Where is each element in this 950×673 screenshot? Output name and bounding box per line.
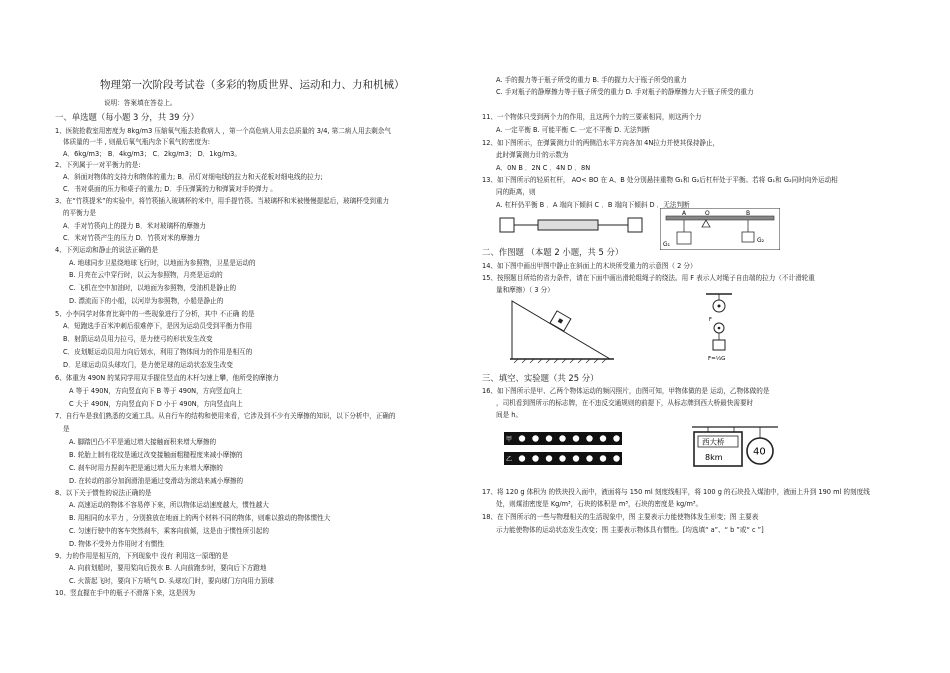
block-on-incline [550,311,571,331]
strobe-dot [573,455,579,461]
question-line: C. 刹车时用力捏刹车把是通过增大压力来增大摩擦的 [69,464,223,472]
strobe-photo-figure [504,430,622,468]
question-line: 17、将 120 g 体积为 的铁块投入面中，液面将与 150 ml 刻度线相平，将 100 g 的石块投入煤油中，液面上升到 190 ml 的刻度线 [482,488,870,496]
strobe-dot [519,435,525,441]
section-heading: 二、作图题 （本题 2 小题，共 5 分） [482,247,624,257]
strobe-label-jia: 甲 [506,436,513,443]
question-line: D. 物体不受外力作用时才有惯性 [69,540,164,548]
question-line: C. 匀速行驶中的客车突然刹车，乘客向前倾，这是由于惯性所引起的 [69,527,270,535]
weight-right [628,218,642,232]
question-line: B. 月亮在云中穿行时，以云为参照物，月亮是运动的 [69,271,223,279]
strobe-dot [546,435,552,441]
question-line: B. 用相同的水平力 ，分别推放在地面上的两个材料不同的物体，则难以推动的物体惯性大 [69,514,331,522]
question-line: 6、体重为 490N 的某同学用双手握住竖直的木杆匀速上攀，他所受的摩擦力 [55,374,279,382]
strobe-dot [586,435,592,441]
question-line: A．6kg/m3； B．4kg/m3； C．2kg/m3； D．1kg/m3。 [63,150,241,158]
pulley-label-g: F=⅓G [708,356,726,362]
incline-slope [512,301,610,359]
question-line: C. 火箭起飞时，要向下方喷气 D. 头球攻门时，要向球门方向用力顶球 [69,577,274,585]
question-line: A. 手的握力等于瓶子所受的重力 B. 手的握力大于瓶子所受的重力 [496,76,687,84]
question-line: 13、如下图所示的轻质杠杆， AO< BO 在 A、B 处分别悬挂重物 G₁和 G₂后杠杆处于平衡。若将 G₁和 G₂同时向外运动相 [482,176,838,184]
weight-g1 [677,232,691,244]
question-line: 7、自行车是我们熟悉的交通工具。从自行车的结构和使用来看，它涉及到不少有关摩擦的知识，以下分析中，正确的 [55,412,396,420]
strobe-dot [600,435,606,441]
lever-label-b: B [746,210,751,217]
question-line: 体质量的一半 , 则最后氧气瓶内余下氧气的密度为: [63,138,210,146]
exam-title: 物理第一次阶段考试卷（多彩的物质世界、运动和力、力和机械） [100,79,405,91]
question-line: A. 杠杆仍平衡 B ．A 端向下倾斜 C ．B 端向下倾斜 D ．无法判断 [496,201,690,209]
lever-figure [660,208,780,250]
question-line: 11、一个物体只受到两个力的作用，且这两个力的三要素相同，则这两个力 [482,113,702,121]
lever-label-a: A [682,210,687,217]
question-line: A. 脚踏凹凸不平是通过增大接触面积来增大摩擦的 [69,438,217,446]
sign-bridge-name: 西大桥 [702,437,725,447]
question-line: C 大于 490N，方向竖直向下 D 小于 490N，方向竖直向上 [69,400,243,408]
question-line: 量和摩擦）（ 3 分） [496,286,554,294]
question-line: 同的距离，则 [496,188,536,196]
sign-speed-limit: 40 [753,446,766,458]
lever-label-g1: G₁ [663,241,671,248]
question-line: A. 地球同步卫星绕地球飞行时，以地面为参照物，卫星是运动的 [69,259,256,267]
pulley-figure [704,292,734,370]
question-line: ，司机看到图所示的标志牌，在不违反交通规则的前提下，从标志牌到西大桥最快需要时 [496,399,754,407]
exam-note: 说明：答案填在答卷上。 [104,99,177,107]
question-line: 15、按照题目所给的省力条件，请在下面中画出滑轮组绳子的绕法。用 F 表示人对绳子自由端的拉力（不计滑轮重 [482,274,815,282]
question-line: B. 轮胎上制有花纹是通过改变接触面粗糙程度来减小摩擦的 [69,451,243,459]
question-line: D．足球运动员头球攻门，是力使足球的运动状态发生改变 [63,361,233,369]
question-line: D. 漂流而下的小船，以河岸为参照物，小船是静止的 [69,297,224,305]
question-line: A．0N B ．2N C ．4N D ．8N [496,164,591,172]
strobe-dot [600,455,606,461]
question-line: A. 一定平衡 B. 可能平衡 C. 一定不平衡 D. 无法判断 [496,126,650,134]
road-sign-figure [690,424,780,470]
question-line: A．短跑选手百米冲刺后很难停下，是因为运动员受到平衡力作用 [63,322,253,330]
question-line: 示力能使物体的运动状态发生改变；图 主要表示物体具有惯性。[均选填“ a”、“ b ”或“ c ”] [496,526,764,534]
question-line: A．斜面对物体的支持力和物体的重力; B．吊灯对细电线的拉力和天花板对细电线的拉力; [63,173,323,181]
question-line: 2、下列属于一对平衡力的是: [55,161,141,169]
question-line: 12、如下图所示，在弹簧测力计的两侧沿水平方向各加 4N拉力并使其保持静止， [482,139,720,147]
question-line: A. 高速运动的物体不容易停下来，所以物体运动速度越大，惯性越大 [69,501,269,509]
strobe-dot [586,455,592,461]
strobe-dot [532,455,538,461]
question-line: 16、如下图所示是甲、乙两个物体运动的频闪照片，由图可知，甲物体做的是 运动，乙物体做的是 [482,387,770,395]
question-line: 是 [63,425,70,433]
sign-distance: 8km [705,453,723,462]
question-line: C．书对桌面的压力和桌子的重力; D．手压弹簧的力和弹簧对手的弹力 。 [63,185,277,193]
question-line: 间是 h。 [496,411,523,419]
weight-g2 [742,232,754,242]
question-line: 4、下列运动和静止的说法正确的是 [55,246,159,254]
strobe-dot [546,455,552,461]
strobe-dot [613,455,619,461]
weight-left [500,218,514,232]
question-line: 1、医院抢救室用密度为 8kg/m3 压缩氧气瓶去抢救病人 ，第一个高危病人用去总质量的 3/4, 第二病人用去剩余气 [55,127,391,135]
strobe-dot [573,435,579,441]
question-line: B．射箭运动员用力拉弓，是力使弓的形状发生改变 [63,335,213,343]
fulcrum [702,220,710,227]
question-line: 5、小李同学对体育比赛中的一些现象进行了分析，其中 不正确 的是 [55,310,255,318]
question-line: C. 手对瓶子的静摩擦力等于瓶子所受的重力 D. 手对瓶子的静摩擦力大于瓶子所受的重力 [496,88,754,96]
strobe-dot [559,435,565,441]
spring-scale-body [538,220,598,230]
section-heading: 一、单选题（每小题 3 分，共 39 分） [55,112,199,122]
question-line: A. 向前划船时，要用桨向后拨水 B. 人向前跑步时，要向后下方蹬地 [69,564,267,572]
lever-label-o: O [705,210,710,217]
question-line: C．米对竹筷产生的压力 D．竹筷对米的摩擦力 [63,234,201,242]
strobe-dot [559,455,565,461]
question-line: 18、在下图所示的一些与物理相关的生活现象中，图 主要表示力能使物体发生形变；图 主要表 [482,513,759,521]
incline-figure [510,297,615,365]
strobe-dot [532,435,538,441]
question-line: 处，则煤油密度是 Kg/m³，石块的体积是 m³，石块的密度是 kg/m³。 [496,500,703,508]
strobe-label-yi: 乙 [506,456,513,463]
load-block [713,340,725,350]
spring-scale-figure [498,212,648,238]
question-line: 此时弹簧测力计的示数为 [496,151,569,159]
strobe-dot [613,435,619,441]
question-line: 8、以下关于惯性的说法正确的是 [55,489,152,497]
question-line: 3、在“竹筷提米”的实验中，将竹筷插入玻璃杯的米中，用手提竹筷。当玻璃杯和米被慢慢提起后，玻璃杯受到重力 [55,197,390,205]
section-heading: 三、填空、实验题（共 25 分） [482,373,599,383]
question-line: 10、竖直握在手中的瓶子不滑落下来，这是因为 [55,589,196,597]
question-line: C．皮划艇运动员用力向后划水，利用了物体间力的作用是相互的 [63,348,253,356]
question-line: C. 飞机在空中加油时，以地面为参照物，受油机是静止的 [69,284,237,292]
pulley-label-f: F [709,317,712,323]
question-line: A．手对竹筷向上的提力 B．米对玻璃杯的摩擦力 [63,222,207,230]
lever-label-g2: G₂ [757,237,765,244]
question-line: D. 在转动的部分加润滑油是通过变滑动为滚动来减小摩擦的 [69,477,244,485]
question-line: 14、如下图中画出甲图中静止在斜面上的木块所受重力的示意图（ 2 分） [482,262,697,270]
question-line: 9、力的作用是相互的，下列现象中 没有 利用这一原理的是 [55,552,229,560]
strobe-dot [519,455,525,461]
question-line: A 等于 490N，方向竖直向下 B 等于 490N，方向竖直向上 [69,387,243,395]
question-line: 的平衡力是 [63,209,96,217]
